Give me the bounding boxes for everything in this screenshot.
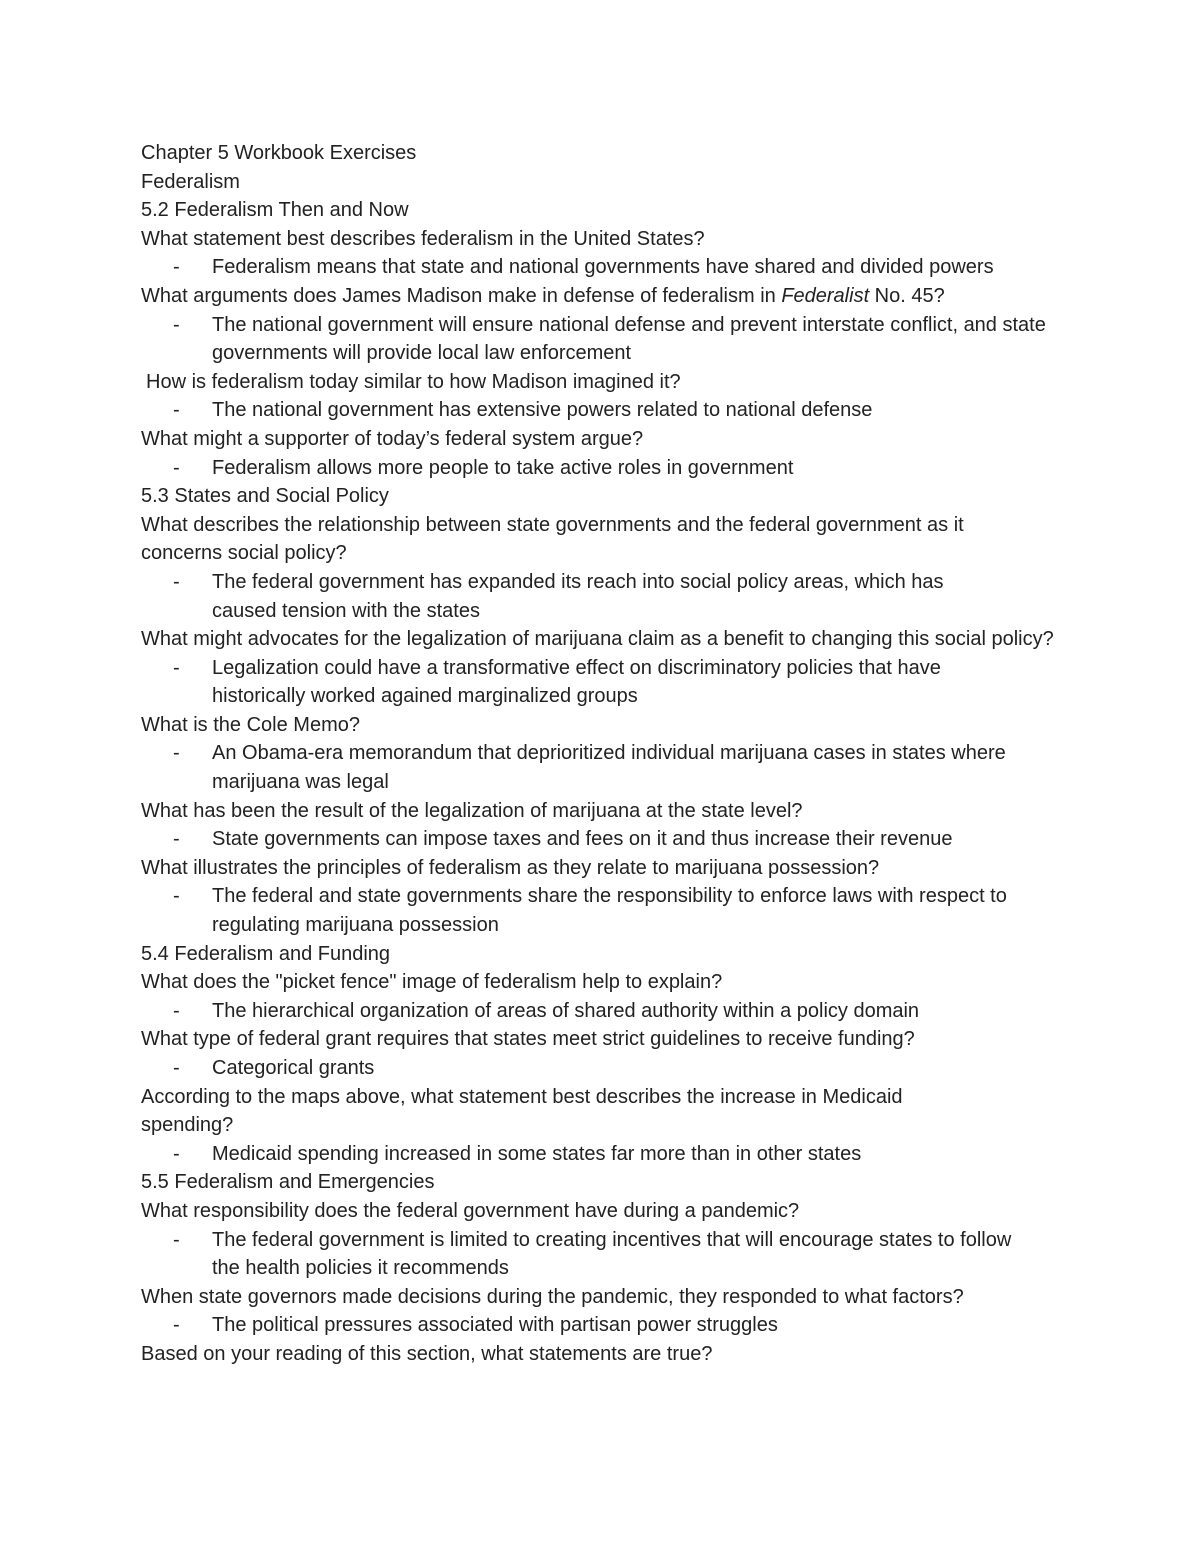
question: How is federalism today similar to how Madison imagined it? bbox=[146, 370, 681, 393]
bullet-dash: - bbox=[173, 656, 180, 679]
question: What statement best describes federalism in the United States? bbox=[141, 227, 705, 250]
question: What describes the relationship between state governments and the federal government as it concerns social policy? bbox=[141, 513, 964, 565]
bullet-dash: - bbox=[173, 256, 180, 279]
question bbox=[141, 282, 1081, 311]
question: What might advocates for the legalization of marijuana claim as a benefit to changing this social policy? bbox=[141, 628, 1054, 651]
answer-text: The national government will ensure national defense and prevent interstate conflict, and state governments will provide local law enforcement bbox=[212, 313, 1046, 365]
question: Based on your reading of this section, what statements are true? bbox=[141, 1342, 713, 1365]
answer-item bbox=[173, 654, 1081, 711]
question: What is the Cole Memo? bbox=[141, 713, 360, 736]
answer-text: The national government has extensive powers related to national defense bbox=[212, 399, 873, 422]
answer-text: Medicaid spending increased in some states far more than in other states bbox=[212, 1142, 862, 1165]
answer-text: The federal government is limited to creating incentives that will encourage states to follow the health policies it recommends bbox=[212, 1228, 1012, 1280]
answer-text: Legalization could have a transformative effect on discriminatory policies that have historically worked agained marginalized groups bbox=[212, 656, 941, 708]
answer-text: The federal and state governments share the responsibility to enforce laws with respect to regulating marijuana possession bbox=[212, 885, 1007, 937]
answer-text: Categorical grants bbox=[212, 1057, 375, 1079]
section-heading: 5.5 Federalism and Emergencies bbox=[141, 1171, 435, 1194]
question: What illustrates the principles of federalism as they relate to marijuana possession? bbox=[141, 856, 880, 879]
answer-item bbox=[173, 739, 1081, 796]
answer-text: An Obama-era memorandum that deprioritized individual marijuana cases in states where marijuana was legal bbox=[212, 742, 1006, 794]
question: When state governors made decisions during the pandemic, they responded to what factors? bbox=[141, 1285, 964, 1308]
answer-item bbox=[173, 253, 1081, 282]
section-heading: 5.2 Federalism Then and Now bbox=[141, 199, 409, 222]
answer-item bbox=[173, 997, 1081, 1026]
question: What does the "picket fence" image of federalism help to explain? bbox=[141, 971, 723, 994]
answer-text: Federalism means that state and national governments have shared and divided powers bbox=[212, 256, 994, 279]
section-heading: 5.3 States and Social Policy bbox=[141, 485, 389, 508]
answer-text: The federal government has expanded its reach into social policy areas, which has caused tension with the states bbox=[212, 570, 944, 622]
bullet-dash: - bbox=[173, 1228, 180, 1251]
answer-text: Federalism allows more people to take active roles in government bbox=[212, 456, 794, 479]
bullet-dash: - bbox=[173, 313, 180, 336]
page-subtitle: Federalism bbox=[141, 170, 240, 193]
publication-title: Federalist bbox=[781, 284, 870, 307]
page-title: Chapter 5 Workbook Exercises bbox=[141, 142, 417, 164]
bullet-dash: - bbox=[173, 456, 180, 479]
section-heading: 5.4 Federalism and Funding bbox=[141, 942, 391, 965]
answer-item bbox=[173, 1226, 1081, 1283]
answer-text: State governments can impose taxes and fees on it and thus increase their revenue bbox=[212, 828, 953, 851]
answer-item bbox=[173, 1140, 1081, 1169]
question-text: What arguments does James Madison make in defense of federalism in bbox=[141, 284, 782, 307]
answer-text: The political pressures associated with partisan power struggles bbox=[212, 1314, 778, 1337]
bullet-dash: - bbox=[173, 1142, 180, 1165]
question: What might a supporter of today’s federal system argue? bbox=[141, 427, 644, 450]
answer-item bbox=[173, 454, 1081, 483]
bullet-dash: - bbox=[173, 742, 180, 765]
bullet-dash: - bbox=[173, 570, 180, 593]
bullet-dash: - bbox=[173, 999, 180, 1022]
bullet-dash: - bbox=[173, 399, 180, 422]
question: According to the maps above, what statement best describes the increase in Medicaid spending? bbox=[141, 1085, 903, 1137]
bullet-dash: - bbox=[173, 885, 180, 908]
answer-item bbox=[173, 311, 1081, 368]
question-text-end: No. 45? bbox=[869, 284, 945, 307]
bullet-dash: - bbox=[173, 828, 180, 851]
bullet-dash: - bbox=[173, 1057, 180, 1079]
question: What responsibility does the federal government have during a pandemic? bbox=[141, 1199, 800, 1222]
answer-item bbox=[173, 1311, 1081, 1340]
answer-item bbox=[173, 825, 1081, 854]
document-page bbox=[141, 139, 1081, 1369]
answer-item bbox=[173, 396, 1081, 425]
answer-item bbox=[173, 1054, 1081, 1083]
question: What has been the result of the legalization of marijuana at the state level? bbox=[141, 799, 803, 822]
answer-item bbox=[173, 568, 1081, 625]
question: What type of federal grant requires that states meet strict guidelines to receive funding? bbox=[141, 1028, 915, 1051]
answer-text: The hierarchical organization of areas of shared authority within a policy domain bbox=[212, 999, 920, 1022]
bullet-dash: - bbox=[173, 1314, 180, 1337]
answer-item bbox=[173, 882, 1081, 939]
